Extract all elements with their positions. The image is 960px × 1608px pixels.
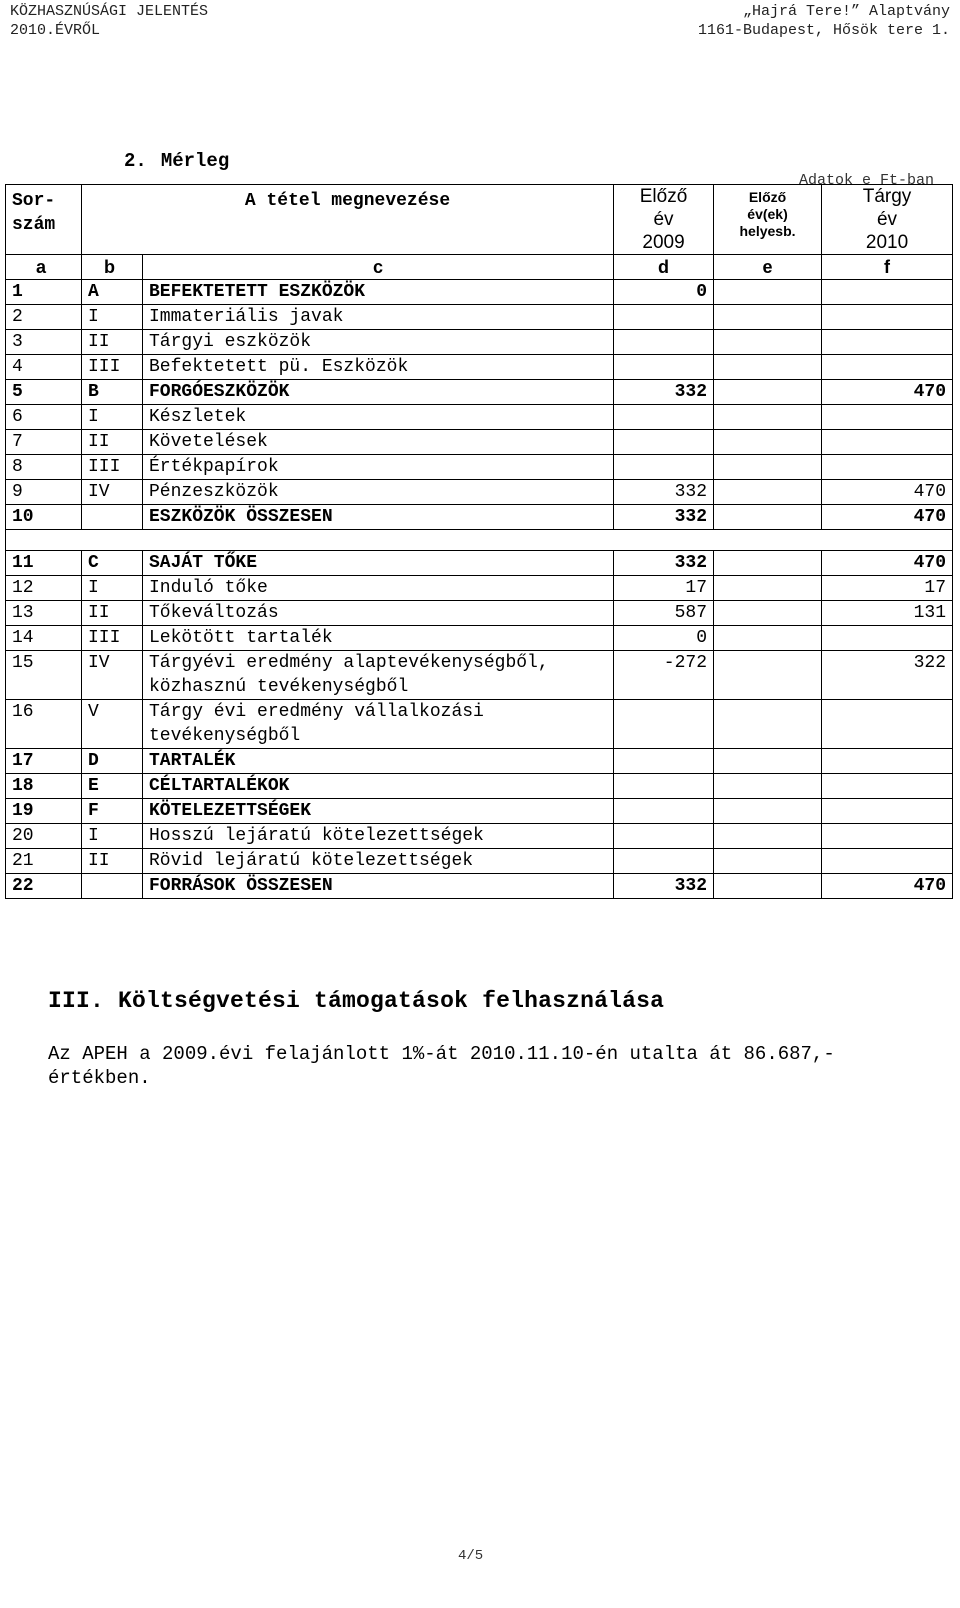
table-header-row xyxy=(6,185,953,255)
cell-e xyxy=(714,651,822,700)
cell-b: F xyxy=(82,799,143,824)
cell-d: 0 xyxy=(614,280,714,305)
cell-d xyxy=(614,849,714,874)
table-row xyxy=(6,700,953,749)
cell-c: Pénzeszközök xyxy=(143,480,614,505)
cell-b: A xyxy=(82,280,143,305)
cell-e xyxy=(714,774,822,799)
cell-c: Tárgyi eszközök xyxy=(143,330,614,355)
cell-e xyxy=(714,455,822,480)
cell-a: 22 xyxy=(6,874,82,899)
cell-a: 3 xyxy=(6,330,82,355)
cell-a: 7 xyxy=(6,430,82,455)
cell-d xyxy=(614,799,714,824)
header-prev-year: Előző év 2009 xyxy=(614,185,714,255)
cell-a: 10 xyxy=(6,505,82,530)
cell-b: V xyxy=(82,700,143,749)
cell-d xyxy=(614,700,714,749)
cell-c: TARTALÉK xyxy=(143,749,614,774)
cell-c: CÉLTARTALÉKOK xyxy=(143,774,614,799)
cell-f xyxy=(822,405,953,430)
cell-a: 11 xyxy=(6,551,82,576)
cell-a: 16 xyxy=(6,700,82,749)
cell-e xyxy=(714,700,822,749)
cell-a: 4 xyxy=(6,355,82,380)
cell-b: II xyxy=(82,430,143,455)
cell-a: 12 xyxy=(6,576,82,601)
cell-f: 470 xyxy=(822,874,953,899)
table-row xyxy=(6,576,953,601)
table-row xyxy=(6,480,953,505)
cell-c: Tárgyévi eredmény alaptevékenységből, közhasznú tevékenységből xyxy=(143,651,614,700)
header-sorszam: Sor- szám xyxy=(6,185,82,255)
cell-c: FORRÁSOK ÖSSZESEN xyxy=(143,874,614,899)
table-row xyxy=(6,849,953,874)
cell-c: Készletek xyxy=(143,405,614,430)
table-spacer-row xyxy=(6,530,953,551)
cell-b xyxy=(82,874,143,899)
cell-f: 470 xyxy=(822,505,953,530)
cell-b: II xyxy=(82,849,143,874)
cell-f xyxy=(822,849,953,874)
cell-d: 17 xyxy=(614,576,714,601)
cell-a: 15 xyxy=(6,651,82,700)
cell-d xyxy=(614,774,714,799)
cell-b: I xyxy=(82,305,143,330)
cell-d: 332 xyxy=(614,480,714,505)
cell-d xyxy=(614,749,714,774)
cell-f xyxy=(822,700,953,749)
cell-e xyxy=(714,480,822,505)
cell-e xyxy=(714,551,822,576)
cell-b: II xyxy=(82,601,143,626)
cell-a: 6 xyxy=(6,405,82,430)
cell-f xyxy=(822,330,953,355)
cell-a: 13 xyxy=(6,601,82,626)
column-letter-a: a xyxy=(6,255,82,280)
cell-d xyxy=(614,355,714,380)
cell-a: 19 xyxy=(6,799,82,824)
cell-f xyxy=(822,749,953,774)
cell-b: I xyxy=(82,576,143,601)
header-prev-correction: Előző év(ek) helyesb. xyxy=(714,185,822,255)
cell-e xyxy=(714,601,822,626)
balance-sheet-table xyxy=(5,184,953,899)
document-header-left xyxy=(10,2,208,40)
cell-b: B xyxy=(82,380,143,405)
cell-f xyxy=(822,774,953,799)
cell-e xyxy=(714,576,822,601)
cell-b: III xyxy=(82,626,143,651)
cell-a: 2 xyxy=(6,305,82,330)
table-row xyxy=(6,874,953,899)
cell-c: Értékpapírok xyxy=(143,455,614,480)
cell-b: C xyxy=(82,551,143,576)
cell-d xyxy=(614,330,714,355)
cell-e xyxy=(714,280,822,305)
table-row xyxy=(6,280,953,305)
table-row xyxy=(6,601,953,626)
cell-c: Induló tőke xyxy=(143,576,614,601)
page-number: 4/5 xyxy=(458,1548,484,1564)
cell-d: 332 xyxy=(614,874,714,899)
cell-b: D xyxy=(82,749,143,774)
header-item-name: A tétel megnevezése xyxy=(82,185,614,255)
table-row xyxy=(6,305,953,330)
cell-d: 332 xyxy=(614,505,714,530)
cell-d: 332 xyxy=(614,551,714,576)
cell-c: FORGÓESZKÖZÖK xyxy=(143,380,614,405)
cell-f xyxy=(822,824,953,849)
cell-e xyxy=(714,874,822,899)
table-row xyxy=(6,749,953,774)
cell-a: 1 xyxy=(6,280,82,305)
cell-a: 18 xyxy=(6,774,82,799)
cell-c: Immateriális javak xyxy=(143,305,614,330)
cell-d: 332 xyxy=(614,380,714,405)
cell-d xyxy=(614,430,714,455)
cell-e xyxy=(714,355,822,380)
cell-f xyxy=(822,280,953,305)
cell-d xyxy=(614,305,714,330)
table-row xyxy=(6,380,953,405)
column-letter-e: e xyxy=(714,255,822,280)
cell-a: 9 xyxy=(6,480,82,505)
header-organization: „Hajrá Tere!” Alaptvány xyxy=(742,3,950,20)
section3-title: III. Költségvetési támogatások felhasználása xyxy=(48,988,665,1014)
cell-d xyxy=(614,455,714,480)
header-doc-type: KÖZHASZNÚSÁGI JELENTÉS xyxy=(10,3,209,20)
cell-f: 131 xyxy=(822,601,953,626)
cell-c: Követelések xyxy=(143,430,614,455)
cell-b: E xyxy=(82,774,143,799)
cell-c: Lekötött tartalék xyxy=(143,626,614,651)
table-row xyxy=(6,355,953,380)
table-row xyxy=(6,651,953,700)
cell-b: III xyxy=(82,355,143,380)
cell-a: 17 xyxy=(6,749,82,774)
cell-e xyxy=(714,505,822,530)
table-row xyxy=(6,405,953,430)
cell-f xyxy=(822,305,953,330)
spacer-cell xyxy=(6,530,953,551)
table-row xyxy=(6,799,953,824)
cell-b: III xyxy=(82,455,143,480)
cell-e xyxy=(714,305,822,330)
cell-c: Tőkeváltozás xyxy=(143,601,614,626)
table-row xyxy=(6,626,953,651)
cell-b xyxy=(82,505,143,530)
table-row xyxy=(6,430,953,455)
table-row xyxy=(6,455,953,480)
cell-d: -272 xyxy=(614,651,714,700)
cell-c: KÖTELEZETTSÉGEK xyxy=(143,799,614,824)
cell-e xyxy=(714,330,822,355)
cell-c: Rövid lejáratú kötelezettségek xyxy=(143,849,614,874)
cell-e xyxy=(714,626,822,651)
section-number: 2. xyxy=(124,150,147,172)
column-letter-f: f xyxy=(822,255,953,280)
cell-c: BEFEKTETETT ESZKÖZÖK xyxy=(143,280,614,305)
cell-b: IV xyxy=(82,651,143,700)
cell-e xyxy=(714,430,822,455)
cell-f: 470 xyxy=(822,480,953,505)
cell-c: SAJÁT TŐKE xyxy=(143,551,614,576)
document-header-right xyxy=(698,2,950,40)
cell-f xyxy=(822,455,953,480)
cell-e xyxy=(714,849,822,874)
cell-c: Befektetett pü. Eszközök xyxy=(143,355,614,380)
cell-d: 0 xyxy=(614,626,714,651)
cell-b: II xyxy=(82,330,143,355)
section-name: Mérleg xyxy=(160,150,230,172)
cell-f xyxy=(822,355,953,380)
table-row xyxy=(6,505,953,530)
cell-e xyxy=(714,405,822,430)
cell-c: ESZKÖZÖK ÖSSZESEN xyxy=(143,505,614,530)
cell-d xyxy=(614,405,714,430)
cell-e xyxy=(714,380,822,405)
cell-a: 8 xyxy=(6,455,82,480)
table-row xyxy=(6,824,953,849)
cell-f: 17 xyxy=(822,576,953,601)
column-letter-b: b xyxy=(82,255,143,280)
cell-c: Tárgy évi eredmény vállalkozási tevékenységből xyxy=(143,700,614,749)
cell-f: 470 xyxy=(822,380,953,405)
cell-a: 14 xyxy=(6,626,82,651)
section3-text: Az APEH a 2009.évi felajánlott 1%-át 2010.11.10-én utalta át 86.687,-értékben. xyxy=(48,1043,835,1089)
table-row xyxy=(6,551,953,576)
cell-d xyxy=(614,824,714,849)
header-current-year: Tárgy év 2010 xyxy=(822,185,953,255)
cell-a: 20 xyxy=(6,824,82,849)
cell-b: I xyxy=(82,824,143,849)
cell-a: 5 xyxy=(6,380,82,405)
column-letter-row xyxy=(6,255,953,280)
table-row xyxy=(6,774,953,799)
cell-f: 322 xyxy=(822,651,953,700)
cell-f: 470 xyxy=(822,551,953,576)
column-letter-c: c xyxy=(143,255,614,280)
cell-f xyxy=(822,430,953,455)
cell-c: Hosszú lejáratú kötelezettségek xyxy=(143,824,614,849)
table-row xyxy=(6,330,953,355)
header-year: 2010.ÉVRŐL xyxy=(10,22,101,39)
cell-f xyxy=(822,626,953,651)
cell-e xyxy=(714,799,822,824)
unit-note: Adatok e Ft-ban xyxy=(798,172,934,189)
section-title xyxy=(124,150,229,172)
column-letter-d: d xyxy=(614,255,714,280)
cell-d: 587 xyxy=(614,601,714,626)
cell-a: 21 xyxy=(6,849,82,874)
cell-b: I xyxy=(82,405,143,430)
cell-e xyxy=(714,824,822,849)
header-address: 1161-Budapest, Hősök tere 1. xyxy=(697,22,950,39)
cell-e xyxy=(714,749,822,774)
cell-f xyxy=(822,799,953,824)
cell-b: IV xyxy=(82,480,143,505)
